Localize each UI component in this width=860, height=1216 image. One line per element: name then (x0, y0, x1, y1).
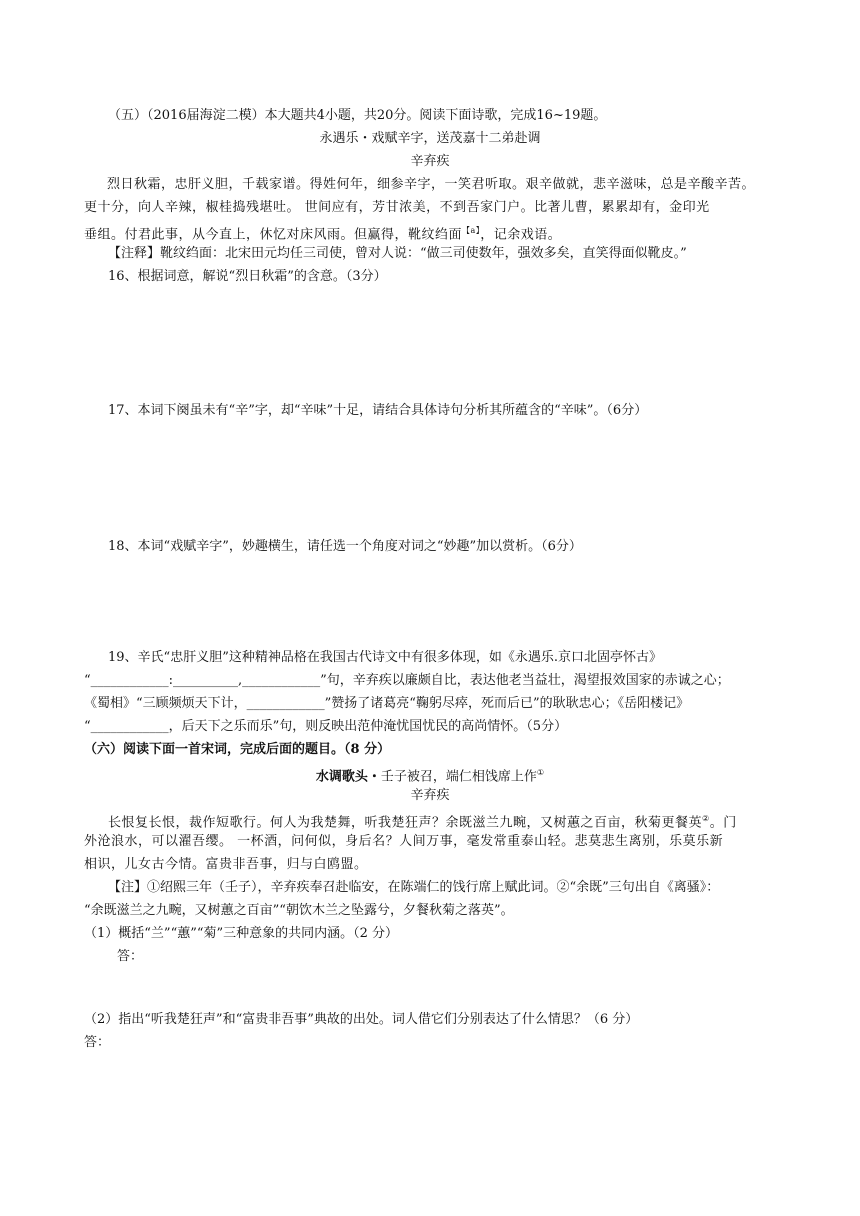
question-19-line: “____________，后天下之乐而乐”句，则反映出范仲淹忧国忧民的高尚情怀。（5分） (84, 719, 568, 734)
question-6-2: （2）指出“听我楚狂声”和“富贵非吾事”典故的出处。词人借它们分别表达了什么情思？（6 分） (84, 1012, 639, 1027)
question-19-line: 19、辛氏“忠肝义胆”这种精神品格在我国古代诗文中有很多体现，如《永遇乐.京口北固亭怀古》 (108, 650, 662, 665)
poem-author: 辛弃疾 (410, 154, 450, 169)
question-18: 18、本词“戏赋辛字”，妙趣横生，请任选一个角度对词之“妙趣”加以赏析。（6分） (108, 539, 582, 554)
title-note-mark: ① (536, 768, 545, 777)
annotation-note: 【注释】靴纹绉面：北宋田元均任三司使，曾对人说：“做三司使数年，强效多矣，直笑得面似靴皮。” (108, 246, 687, 261)
question-6-1: （1）概括“兰”“蕙”“菊”三种意象的共同内涵。（2 分） (84, 926, 399, 941)
answer-label: 答： (117, 949, 144, 964)
poem-line: 烈日秋霜，忠肝义胆，千载家谱。得姓何年，细参辛字，一笑君听取。艰辛做就，悲辛滋味，总是辛酸辛苦。 (107, 177, 756, 192)
poem-line-text: 垂组。付君此事，从今直上，休忆对床风雨。但赢得，靴纹绉面 (84, 227, 463, 243)
section6-header: （六）阅读下面一首宋词，完成后面的题目。（8 分） (84, 742, 391, 757)
question-19-line: “____________:__________,____________”句，辛弃疾以廉颇自比，表达他老当益壮，渴望报效国家的赤诚之心； (84, 673, 730, 688)
poem2-line-text: 长恨复长恨，裁作短歌行。何人为我楚舞，听我楚狂声？余既滋兰九畹，又树蕙之百亩，秋菊更餐英 (108, 815, 703, 831)
poem2-line (108, 810, 737, 832)
poem2-line-tail: 。门 (709, 815, 737, 831)
poem-title: 永遇乐・戏赋辛字，送茂嘉十二弟赴调 (319, 131, 541, 146)
section6-note: 【注】①绍熙三年（壬子），辛弃疾奉召赴临安，在陈端仁的饯行席上赋此词。②“余既”三句出自《离骚》： (108, 880, 720, 895)
poem2-title-bold: 水调歌头・ (315, 769, 381, 785)
question-19-line: 《蜀相》“三顾频烦天下计，____________”赞扬了诸葛亮“鞠躬尽瘁，死而后已”的耿耿忠心；《岳阳楼记》 (84, 696, 690, 711)
poem2-line: 外沧浪水，可以濯吾缨。 一杯酒，问何似，身后名？人间万事，毫发常重泰山轻。悲莫悲生离别，乐莫乐新 (84, 834, 724, 849)
line-note-mark: ② (702, 814, 710, 823)
footnote-mark: 【a】 (462, 226, 481, 235)
answer-label: 答： (84, 1035, 111, 1050)
section5-header: （五）（2016届海淀二模）本大题共4小题，共20分。阅读下面诗歌，完成16~19题。 (108, 108, 607, 123)
poem2-author: 辛弃疾 (410, 788, 450, 803)
question-17: 17、本词下阕虽未有“辛”字，却“辛味”十足，请结合具体诗句分析其所蕴含的“辛味”。（6分） (108, 403, 648, 418)
poem2-title-rest: 壬子被召，端仁相饯席上作 (380, 769, 537, 785)
poem-line: 更十分，向人辛辣，椒桂捣残堪吐。 世间应有，芳甘浓美，不到吾家门户。比著儿曹，累累却有，金印光 (84, 200, 710, 215)
poem2-title (0, 764, 860, 786)
poem2-line: 相识，儿女古今情。富贵非吾事，归与白鸥盟。 (84, 857, 368, 872)
poem-line (84, 222, 561, 244)
poem-line-tail: ，记余戏语。 (480, 227, 562, 243)
question-16: 16、根据词意，解说“烈日秋霜”的含意。（3分） (108, 269, 387, 284)
section6-note: “余既滋兰之九畹，又树蕙之百亩”“朝饮木兰之坠露兮，夕餐秋菊之落英”。 (84, 903, 514, 918)
